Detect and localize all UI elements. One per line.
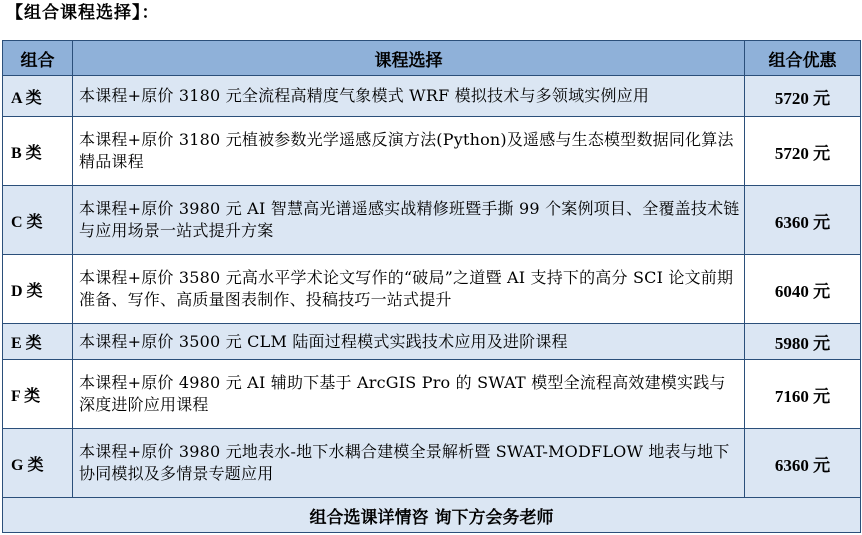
header-group: 组合 — [3, 41, 73, 76]
table-row — [3, 429, 861, 498]
row-price: 6360 元 — [745, 186, 861, 255]
row-course: 本课程+原价 3180 元全流程高精度气象模式 WRF 模拟技术与多领域实例应用 — [73, 76, 745, 117]
table-header-row — [3, 41, 861, 76]
row-course: 本课程+原价 3980 元地表水-地下水耦合建模全景解析暨 SWAT-MODFLOW 地表与地下协同模拟及多情景专题应用 — [73, 429, 745, 498]
row-price: 7160 元 — [745, 360, 861, 429]
row-price: 6040 元 — [745, 255, 861, 324]
row-group: F 类 — [3, 360, 73, 429]
row-group: A 类 — [3, 76, 73, 117]
section-title: 【组合课程选择】： — [6, 3, 160, 23]
combo-course-table — [2, 40, 861, 533]
consult-note: 组合选课详情咨 询下方会务老师 — [3, 498, 861, 533]
row-course: 本课程+原价 4980 元 AI 辅助下基于 ArcGIS Pro 的 SWAT 模型全流程高效建模实践与深度进阶应用课程 — [73, 360, 745, 429]
table-row — [3, 76, 861, 117]
row-course: 本课程+原价 3500 元 CLM 陆面过程模式实践技术应用及进阶课程 — [73, 324, 745, 360]
row-price: 5720 元 — [745, 117, 861, 186]
row-course: 本课程+原价 3180 元植被参数光学遥感反演方法(Python)及遥感与生态模型数据同化算法精品课程 — [73, 117, 745, 186]
table-row — [3, 360, 861, 429]
row-group: G 类 — [3, 429, 73, 498]
row-price: 5720 元 — [745, 76, 861, 117]
table-row — [3, 117, 861, 186]
row-group: D 类 — [3, 255, 73, 324]
header-course: 课程选择 — [73, 41, 745, 76]
row-course: 本课程+原价 3580 元高水平学术论文写作的“破局”之道暨 AI 支持下的高分 SCI 论文前期准备、写作、高质量图表制作、投稿技巧一站式提升 — [73, 255, 745, 324]
table-row — [3, 186, 861, 255]
row-price: 5980 元 — [745, 324, 861, 360]
table-row — [3, 324, 861, 360]
row-group: B 类 — [3, 117, 73, 186]
table-row — [3, 255, 861, 324]
row-group: C 类 — [3, 186, 73, 255]
row-course: 本课程+原价 3980 元 AI 智慧高光谱遥感实战精修班暨手撕 99 个案例项目、全覆盖技术链与应用场景一站式提升方案 — [73, 186, 745, 255]
row-group: E 类 — [3, 324, 73, 360]
header-price: 组合优惠 — [745, 41, 861, 76]
table-footer-row — [3, 498, 861, 533]
row-price: 6360 元 — [745, 429, 861, 498]
